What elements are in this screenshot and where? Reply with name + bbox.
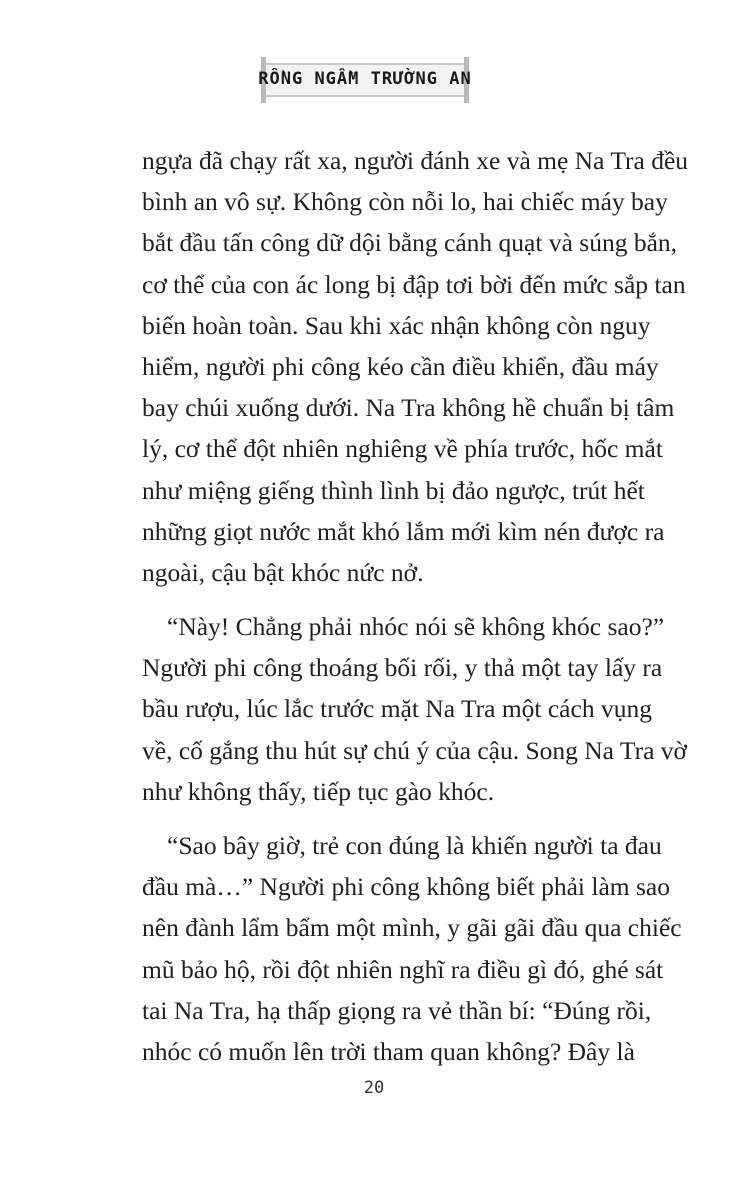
body-text xyxy=(142,143,689,1075)
paragraph-gap xyxy=(142,815,623,828)
text-line: cơ thể của con ác long bị đập tơi bời đến mức sắp tan xyxy=(142,269,686,299)
text-line: ngựa đã chạy rất xa, người đánh xe và mẹ Na Tra đều xyxy=(142,146,689,175)
text-line: như không thấy, tiếp tục gào khóc. xyxy=(142,776,495,806)
text-line: tai Na Tra, hạ thấp giọng ra vẻ thần bí: “Đúng rồi, xyxy=(142,995,652,1025)
text-line: nhóc có muốn lên trời tham quan không? Đây là xyxy=(142,1036,635,1066)
text-line: Người phi công thoáng bối rối, y thả một tay lấy ra xyxy=(142,653,663,683)
running-header xyxy=(258,60,472,100)
text-line: “Sao bây giờ, trẻ con đúng là khiến người ta đau xyxy=(167,831,662,860)
text-line: biến hoàn toàn. Sau khi xác nhận không còn nguy xyxy=(142,310,651,340)
paragraph-gap xyxy=(142,596,623,609)
text-line: ngoài, cậu bật khóc nức nở. xyxy=(142,557,424,587)
text-line: như miệng giếng thình lình bị đảo ngược, trút hết xyxy=(142,475,645,505)
paragraph xyxy=(142,143,689,596)
text-line: nên đành lẩm bẩm một mình, y gãi gãi đầu qua chiếc xyxy=(142,913,682,943)
text-line: “Này! Chẳng phải nhóc nói sẽ không khóc sao?” xyxy=(167,612,665,642)
text-line: mũ bảo hộ, rồi đột nhiên nghĩ ra điều gì đó, ghé sát xyxy=(142,954,664,984)
text-line: bầu rượu, lúc lắc trước mặt Na Tra một cách vụng xyxy=(142,694,652,724)
text-line: về, cố gắng thu hút sự chú ý của cậu. Song Na Tra vờ xyxy=(142,735,688,765)
text-line: những giọt nước mắt khó lắm mới kìm nén được ra xyxy=(142,516,665,546)
page-number: 20 xyxy=(363,1078,385,1098)
text-line: đầu mà…” Người phi công không biết phải làm sao xyxy=(142,872,670,902)
text-line: bắt đầu tấn công dữ dội bằng cánh quạt và súng bắn, xyxy=(142,228,678,258)
paragraph xyxy=(142,828,682,1075)
text-line: bình an vô sự. Không còn nỗi lo, hai chiếc máy bay xyxy=(142,187,668,217)
book-title: RỒNG NGẦM TRƯỜNG AN xyxy=(258,69,472,89)
text-line: hiểm, người phi công kéo cần điều khiển, đầu máy xyxy=(142,351,659,381)
text-line: bay chúi xuống dưới. Na Tra không hề chuẩn bị tâm xyxy=(142,393,675,423)
text-line: lý, cơ thể đột nhiên nghiêng về phía trước, hốc mắt xyxy=(142,434,663,464)
paragraph xyxy=(142,609,688,815)
